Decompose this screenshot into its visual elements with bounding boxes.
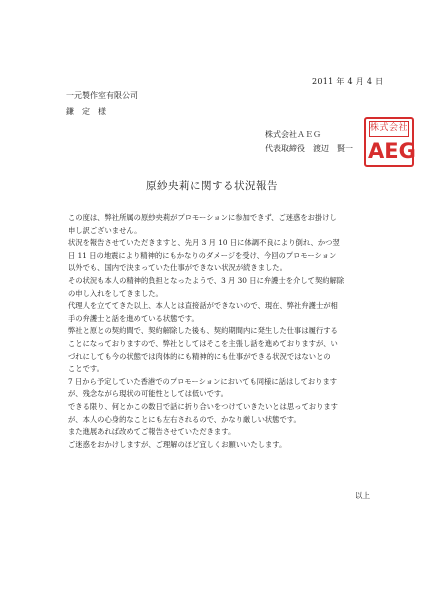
- addressee-recipient: 鎌 定 様: [66, 107, 106, 116]
- body-line: が、残念ながら現状の可能性としては低いです。: [68, 389, 228, 399]
- body-line: できる限り、何とかこの数日で話に折り合いをつけていきたいとは思っております: [68, 401, 338, 411]
- addressee-block: [66, 88, 138, 120]
- body-line: 代理人を立ててきた以上、本人とは直接話ができないので、現在、弊社弁護士が相: [68, 301, 338, 311]
- seal-mark-text: AEG: [368, 139, 416, 163]
- body-line: 申し訳ございません。: [68, 225, 142, 235]
- company-seal-stamp: [364, 117, 414, 167]
- letter-body: [68, 212, 373, 451]
- body-line: 日 11 日の地震により精神的にもかなりのダメージを受け、今回のプロモーション: [68, 250, 337, 260]
- sender-representative: 代表取締役 渡辺 賢一: [265, 144, 353, 153]
- body-line: 以外でも、国内で決まっていた仕事ができない状況が続きました。: [68, 263, 287, 273]
- body-line: ご迷惑をおかけしますが、ご理解のほど宜しくお願いいたします。: [68, 439, 287, 449]
- closing-text: 以上: [355, 491, 370, 500]
- document-title: 原紗央莉に関する状況報告: [146, 180, 278, 192]
- body-line: づれにしても今の状態では肉体的にも精神的にも仕事ができる状況ではないとの: [68, 351, 331, 361]
- letter-date: 2011 年 4 月 4 日: [312, 77, 384, 86]
- sender-block: [265, 128, 353, 156]
- body-line: 弊社と原との契約間で、契約解除した後も、契約期間内に発生した仕事は履行する: [68, 326, 338, 336]
- body-line: この度は、弊社所属の原紗央莉がプロモーションに参加できず、ご迷惑をお掛けし: [68, 213, 337, 222]
- seal-top-text: 株式会社: [369, 121, 409, 137]
- body-line: また進展あれば改めてご報告させていただきます。: [68, 427, 236, 437]
- body-line: ことです。: [68, 364, 104, 374]
- addressee-company: 一元製作室有限公司: [66, 91, 138, 100]
- body-line: 7 日から予定していた香港でのプロモーションにおいても同様に話はしております: [68, 376, 338, 386]
- body-line: 状況を報告させていただきますと、先月 3 月 10 日に体調不良により倒れ、かつ翌: [68, 238, 340, 248]
- body-line: の申し入れをしてきました。: [68, 288, 163, 298]
- sender-company: 株式会社ＡＥＧ: [265, 130, 321, 139]
- body-line: ことになっておりますので、弊社としてはそこを主張し話を進めておりますが、い: [68, 338, 338, 348]
- body-line: その状況も本人の精神的負担となったようで、3 月 30 日に弁護士を介して契約解除: [68, 275, 345, 285]
- body-line: 手の弁護士と話を進めている状態です。: [68, 313, 199, 323]
- body-line: が、本人の心身的なことにも左右されるので、かなり厳しい状態です。: [68, 414, 301, 424]
